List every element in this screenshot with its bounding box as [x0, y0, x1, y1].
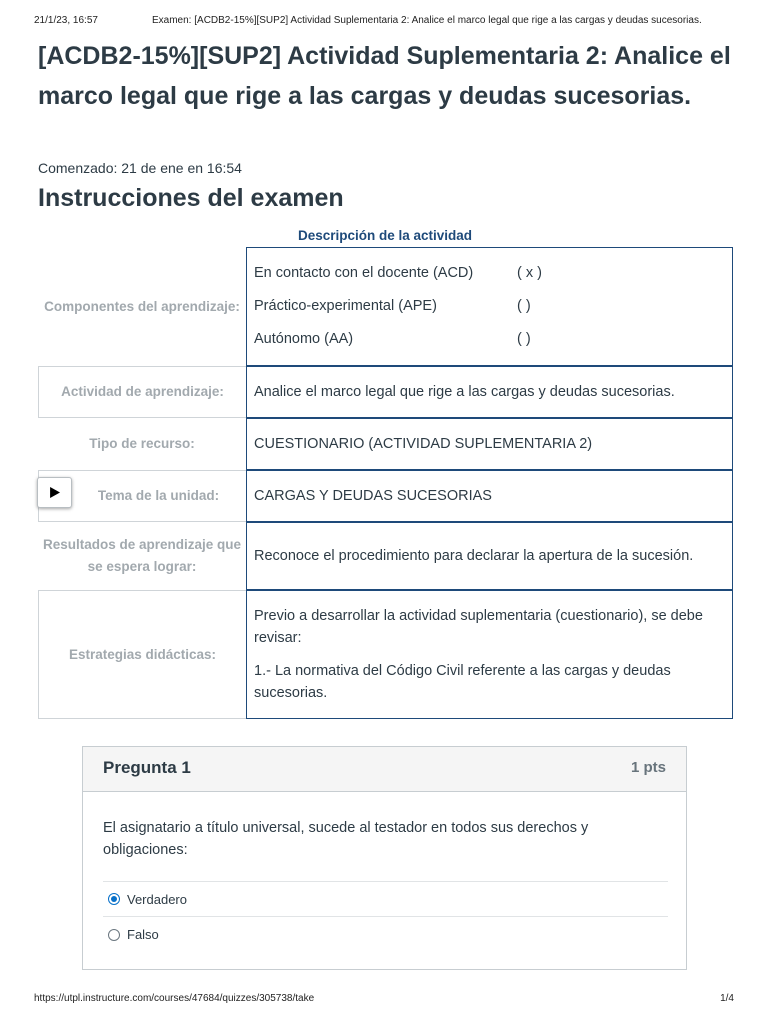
- component-ape-mark: ( ): [517, 298, 531, 314]
- components-value: [246, 247, 733, 366]
- component-aa: [254, 323, 725, 356]
- table-row-resource: [38, 418, 733, 470]
- unit-label: Tema de la unidad:: [38, 470, 246, 522]
- instructions-heading: Instrucciones del examen: [38, 184, 344, 212]
- component-ape-name: Práctico-experimental (APE): [254, 298, 437, 314]
- question-points: 1 pts: [630, 759, 666, 776]
- radio-falso[interactable]: [108, 929, 120, 941]
- component-acd-name: En contacto con el docente (ACD): [254, 265, 474, 281]
- play-icon: [49, 487, 60, 498]
- resource-label: Tipo de recurso:: [89, 436, 195, 451]
- table-row-strategies: [38, 590, 733, 719]
- print-url: https://utpl.instructure.com/courses/47684/quizzes/305738/take: [34, 993, 315, 1004]
- component-acd: [254, 257, 725, 290]
- component-acd-mark: ( x ): [517, 265, 542, 281]
- started-timestamp: Comenzado: 21 de ene en 16:54: [38, 160, 242, 176]
- question-title: Pregunta 1: [103, 758, 191, 777]
- component-ape: [254, 290, 725, 323]
- activity-value: Analice el marco legal que rige a las cargas y deudas sucesorias.: [246, 366, 733, 418]
- answer-option-verdadero[interactable]: [103, 882, 668, 917]
- print-datetime: 21/1/23, 16:57: [34, 15, 98, 26]
- answer-label-falso: Falso: [127, 927, 159, 942]
- results-label: Resultados de aprendizaje que se espera lograr:: [42, 537, 242, 574]
- table-row-unit: [38, 470, 733, 522]
- print-document-title: Examen: [ACDB2-15%][SUP2] Actividad Suplementaria 2: Analice el marco legal que rige a las cargas y deudas sucesorias.: [152, 15, 702, 26]
- strategies-paragraph-2: 1.- La normativa del Código Civil referente a las cargas y deudas sucesorias.: [254, 663, 671, 701]
- component-aa-name: Autónomo (AA): [254, 331, 354, 347]
- radio-verdadero[interactable]: [108, 893, 120, 905]
- question-card: [82, 746, 687, 970]
- strategies-value: [246, 590, 733, 719]
- table-caption: Descripción de la actividad: [297, 228, 473, 243]
- resource-value: CUESTIONARIO (ACTIVIDAD SUPLEMENTARIA 2): [246, 418, 733, 470]
- components-label: Componentes del aprendizaje:: [44, 298, 240, 314]
- question-header: [83, 747, 686, 792]
- media-play-button[interactable]: [37, 477, 72, 508]
- results-value: Reconoce el procedimiento para declarar la apertura de la sucesión.: [246, 522, 733, 590]
- question-text: El asignatario a título universal, sucede al testador en todos sus derechos y obligaciones:: [103, 820, 589, 858]
- table-row-results: [38, 522, 733, 590]
- answer-option-falso[interactable]: [103, 917, 668, 952]
- component-aa-mark: ( ): [517, 331, 531, 347]
- strategies-paragraph-1: Previo a desarrollar la actividad suplementaria (cuestionario), se debe revisar:: [254, 608, 703, 646]
- strategies-label: Estrategias didácticas:: [38, 590, 246, 719]
- print-page-number: 1/4: [720, 993, 734, 1004]
- answer-list: [103, 881, 668, 952]
- page-title: [ACDB2-15%][SUP2] Actividad Suplementaria 2: Analice el marco legal que rige a las cargas y deudas sucesorias.: [38, 42, 731, 110]
- table-row-components: [38, 247, 733, 366]
- unit-value: CARGAS Y DEUDAS SUCESORIAS: [246, 470, 733, 522]
- activity-label: Actividad de aprendizaje:: [38, 366, 246, 418]
- table-row-activity: [38, 366, 733, 418]
- answer-label-verdadero: Verdadero: [127, 891, 187, 907]
